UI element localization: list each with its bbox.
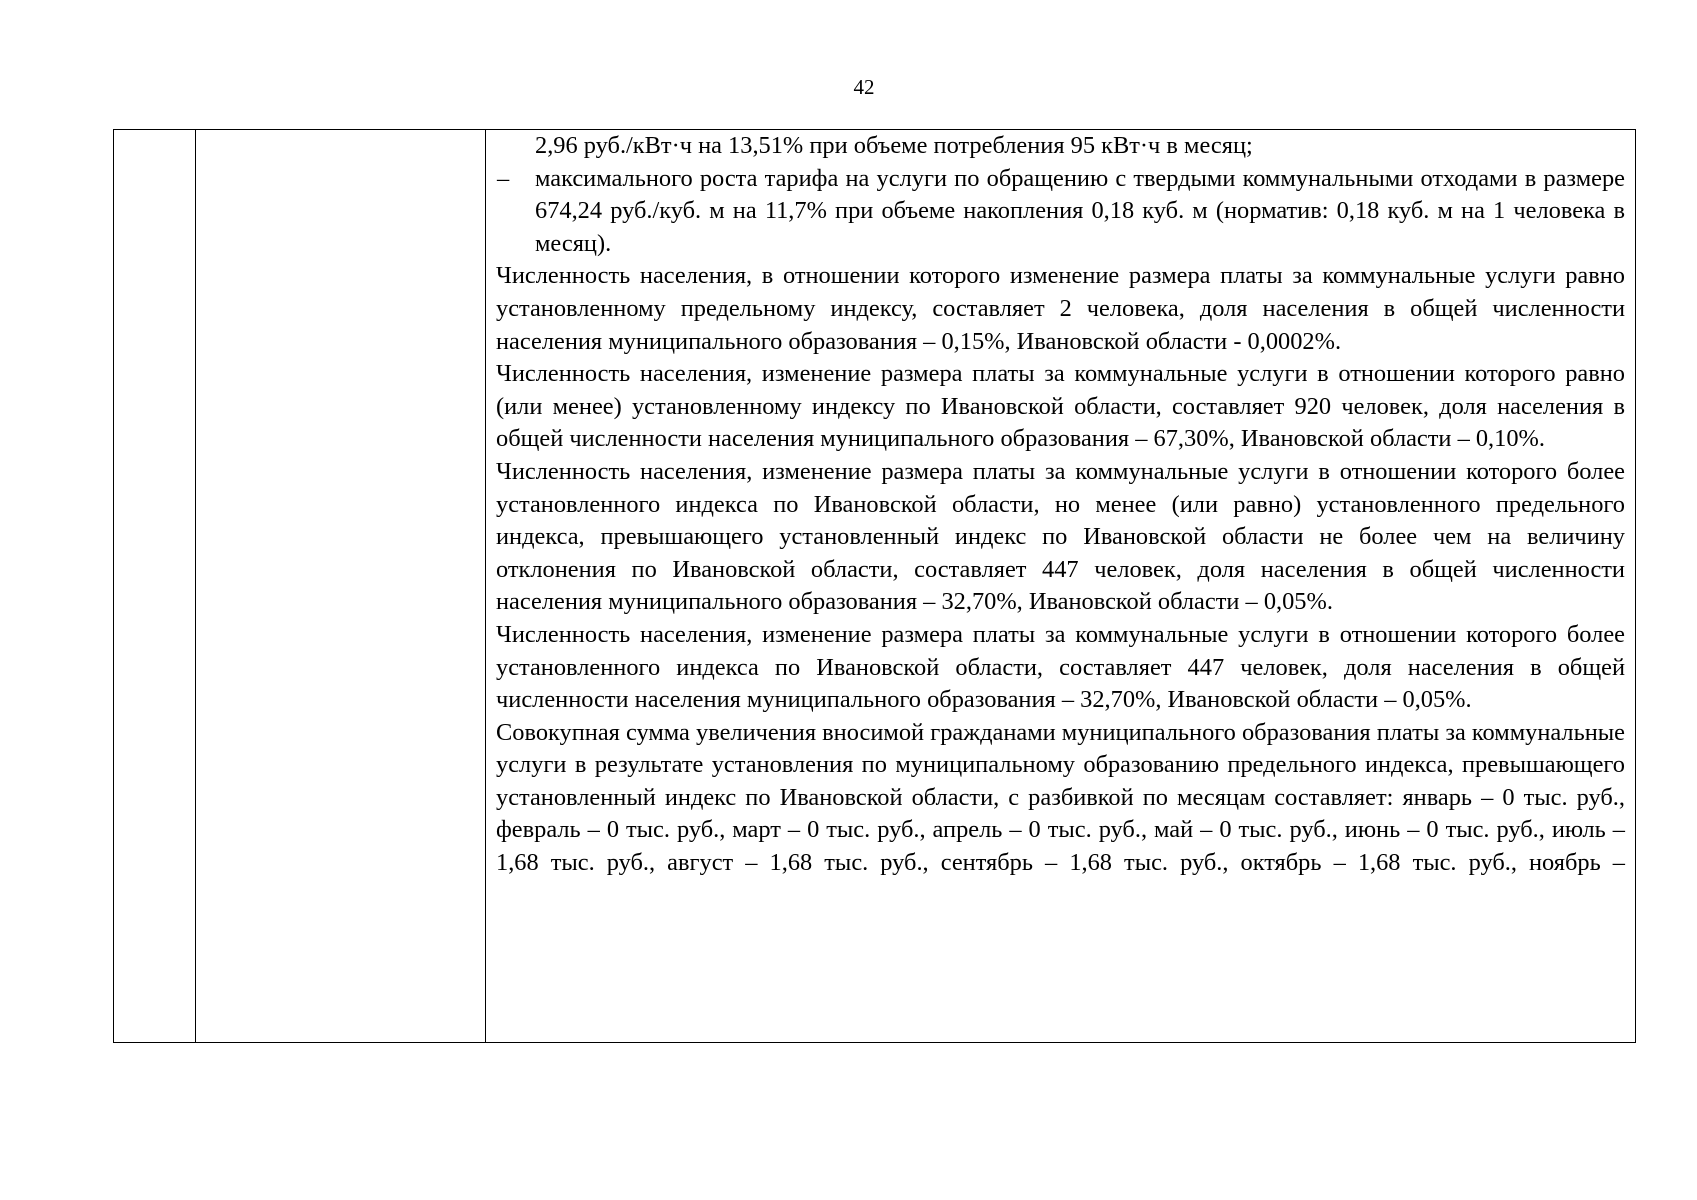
document-table <box>113 129 1636 1043</box>
paragraph: Совокупная сумма увеличения вносимой гражданами муниципального образования платы за коммунальные услуги в результате установления по муниципальному образованию предельного индекса, превышающего установленный индекс по Ивановской области, с разбивкой по месяцам составляет: январь – 0 тыс. руб., февраль – 0 тыс. руб., март – 0 тыс. руб., апрель – 0 тыс. руб., май – 0 тыс. руб., июнь – 0 тыс. руб., июль – 1,68 тыс. руб., август – 1,68 тыс. руб., сентябрь – 1,68 тыс. руб., октябрь – 1,68 тыс. руб., ноябрь – <box>496 718 1625 877</box>
bullet-dash: – <box>497 164 510 192</box>
bullet-item <box>496 163 1625 261</box>
bullet-item-text: максимального роста тарифа на услуги по обращению с твердыми коммунальными отходами в размере 674,24 руб./куб. м на 11,7% при объеме накопления 0,18 куб. м (норматив: 0,18 куб. м на 1 человека в месяц). <box>535 164 1625 257</box>
paragraph: Численность населения, изменение размера платы за коммунальные услуги в отношении которого равно (или менее) установленному индексу по Ивановской области, составляет 920 человек, доля населения в общей численности населения муниципального образования – 67,30%, Ивановской области – 0,10%. <box>496 360 1625 453</box>
paragraph: Численность населения, изменение размера платы за коммунальные услуги в отношении которого более установленного индекса по Ивановской области, но менее (или равно) установленного предельного индекса, превышающего установленный индекс по Ивановской области не более чем на величину отклонения по Ивановской области, составляет 447 человек, доля населения в общей численности населения муниципального образования – 32,70%, Ивановской области – 0,05%. <box>496 457 1625 616</box>
page-number: 42 <box>853 75 875 99</box>
continuation-line: 2,96 руб./кВт·ч на 13,51% при объеме потребления 95 кВт·ч в месяц; <box>535 132 1253 159</box>
table-cell-content <box>486 130 1636 1043</box>
table-row <box>114 130 1636 1043</box>
cell-text-block <box>486 130 1635 880</box>
paragraph: Численность населения, изменение размера платы за коммунальные услуги в отношении которого более установленного индекса по Ивановской области, составляет 447 человек, доля населения в общей численности населения муниципального образования – 32,70%, Ивановской области – 0,05%. <box>496 620 1625 714</box>
table-cell-number <box>114 130 196 1043</box>
table-cell-title <box>196 130 486 1043</box>
paragraph: Численность населения, в отношении которого изменение размера платы за коммунальные услуги равно установленному предельному индексу, составляет 2 человека, доля населения в общей численности населения муниципального образования – 0,15%, Ивановской области - 0,0002%. <box>496 262 1625 355</box>
